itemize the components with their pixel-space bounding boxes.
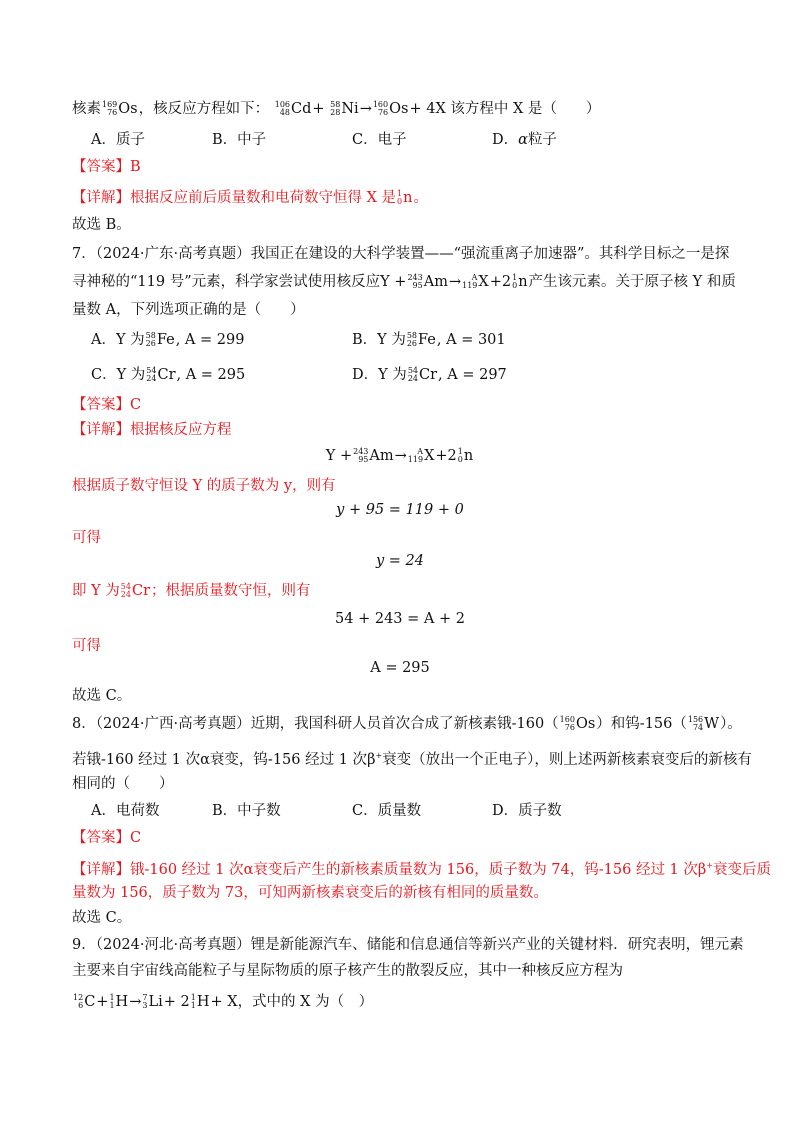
q7-conclusion: 故选 C。 [72, 688, 132, 704]
q7-stem-line1: 7．（2024·广东·高考真题）我国正在建设的大科学装置——“强流重离子加速器”。其科学目标之一是探 [72, 246, 730, 262]
q7-option-b: B．Y 为 58 26 Fe , A = 301 [352, 330, 506, 348]
q8-conclusion: 故选 C。 [72, 910, 132, 926]
q6-answer: 【答案】B [72, 159, 141, 175]
q7-equation-3: y = 24 [375, 553, 424, 569]
q7-equation-1: Y + 243 95 Am → A 119 X +2 1 0 n [325, 446, 474, 464]
q7-equation-5: A = 295 [370, 660, 430, 676]
q8-option-c: C．质量数 [352, 803, 422, 819]
q9-stem-line2: 主要来自宇宙线高能粒子与星际物质的原子核产生的散裂反应，其中一种核反应方程为 [72, 963, 623, 979]
nuclide-c12: 12 6 C [73, 992, 96, 1010]
q9-stem-line1: 9．（2024·河北·高考真题）锂是新能源汽车、储能和信息通信等新兴产业的关键材料．研究表明，锂元素 [72, 937, 744, 953]
q7-equation-4: 54 + 243 = A + 2 [335, 611, 465, 627]
q7-step-1: 根据质子数守恒设 Y 的质子数为 y，则有 [72, 478, 336, 494]
q6-stem: 核素 169 76 Os ，核反应方程如下： 106 48 Cd + 58 28 Ni → 160 76 Os + 4X 该方程中 X 是（ ） [72, 99, 601, 117]
nuclide-w156: 156 74 W [687, 714, 720, 732]
q7-detail: 【详解】根据核反应方程 [72, 422, 232, 438]
q7-option-c: C．Y 为 54 24 Cr , A = 295 [91, 365, 246, 383]
nuclide-h1: 1 1 H [109, 992, 129, 1010]
q8-option-b: B．中子数 [212, 803, 281, 819]
nuclide-neutron: 1 0 n [512, 272, 528, 290]
nuclide-x119: A 119 X [462, 272, 489, 290]
q8-stem-line3: 相同的（ ） [72, 776, 174, 792]
nuclide-am243: 243 95 Am [407, 272, 448, 290]
q9-reaction: 12 6 C + 1 1 H → 7 3 Li + 2 1 1 H + X，式中的 X 为（ ） [73, 992, 374, 1010]
q7-option-d: D．Y 为 54 24 Cr , A = 297 [352, 365, 507, 383]
nuclide-h1: 1 1 H [190, 992, 210, 1010]
nuclide-cd106: 106 48 Cd [274, 99, 312, 117]
q6-detail: 【详解】根据反应前后质量数和电荷数守恒得 X 是 1 0 n 。 [72, 188, 428, 206]
q7-stem-line3: 量数 A，下列选项正确的是（ ） [72, 302, 305, 318]
nuclide-neutron: 1 0 n [397, 188, 413, 206]
q8-detail-line2: 量数为 156，质子数为 73，可知两新核素衰变后的新核有相同的质量数。 [72, 885, 548, 901]
q7-kede-1: 可得 [72, 530, 101, 546]
nuclide-li7: 7 3 Li [142, 992, 163, 1010]
q7-option-a: A．Y 为 58 26 Fe , A = 299 [91, 330, 245, 348]
q7-kede-2: 可得 [72, 638, 101, 654]
reaction-arrow: → [359, 101, 372, 117]
q6-option-d: D．α粒子 [492, 132, 557, 148]
q6-conclusion: 故选 B。 [72, 217, 131, 233]
nuclide-os169: 169 76 Os [102, 99, 138, 117]
nuclide-os160: 160 76 Os [372, 99, 409, 117]
q6-option-a: A．质子 [91, 132, 145, 148]
q8-answer: 【答案】C [72, 830, 142, 846]
q8-stem-line2: 若锇-160 经过 1 次α衰变，钨-156 经过 1 次β+衰变（放出一个正电子），则上述两新核素衰变后的新核有 [72, 751, 752, 768]
q7-step-2: 即 Y 为 54 24 Cr ；根据质量数守恒，则有 [72, 581, 311, 599]
nuclide-cr54: 54 24 Cr [120, 581, 151, 599]
q8-detail-line1: 【详解】锇-160 经过 1 次α衰变后产生的新核素质量数为 156，质子数为 74，钨-156 经过 1 次β+衰变后质 [72, 861, 771, 878]
q7-stem-line2: 寻神秘的“119 号”元素，科学家尝试使用核反应Y + 243 95 Am → A 119 X +2 1 0 n 产生该元素。关于原子核 Y 和质 [72, 272, 736, 290]
nuclide-os160: 160 76 Os [559, 714, 596, 732]
q8-option-d: D．质子数 [492, 803, 562, 819]
q8-option-a: A．电荷数 [91, 803, 160, 819]
q7-equation-2: y + 95 = 119 + 0 [336, 502, 464, 518]
q6-option-b: B．中子 [212, 132, 267, 148]
nuclide-ni58: 58 28 Ni [330, 99, 359, 117]
q8-stem-line1: 8．（2024·广西·高考真题）近期，我国科研人员首次合成了新核素锇-160（ 160 76 Os ）和钨-156（ 156 74 W ）。 [72, 714, 742, 732]
q6-option-c: C．电子 [352, 132, 407, 148]
q7-answer: 【答案】C [72, 397, 142, 413]
